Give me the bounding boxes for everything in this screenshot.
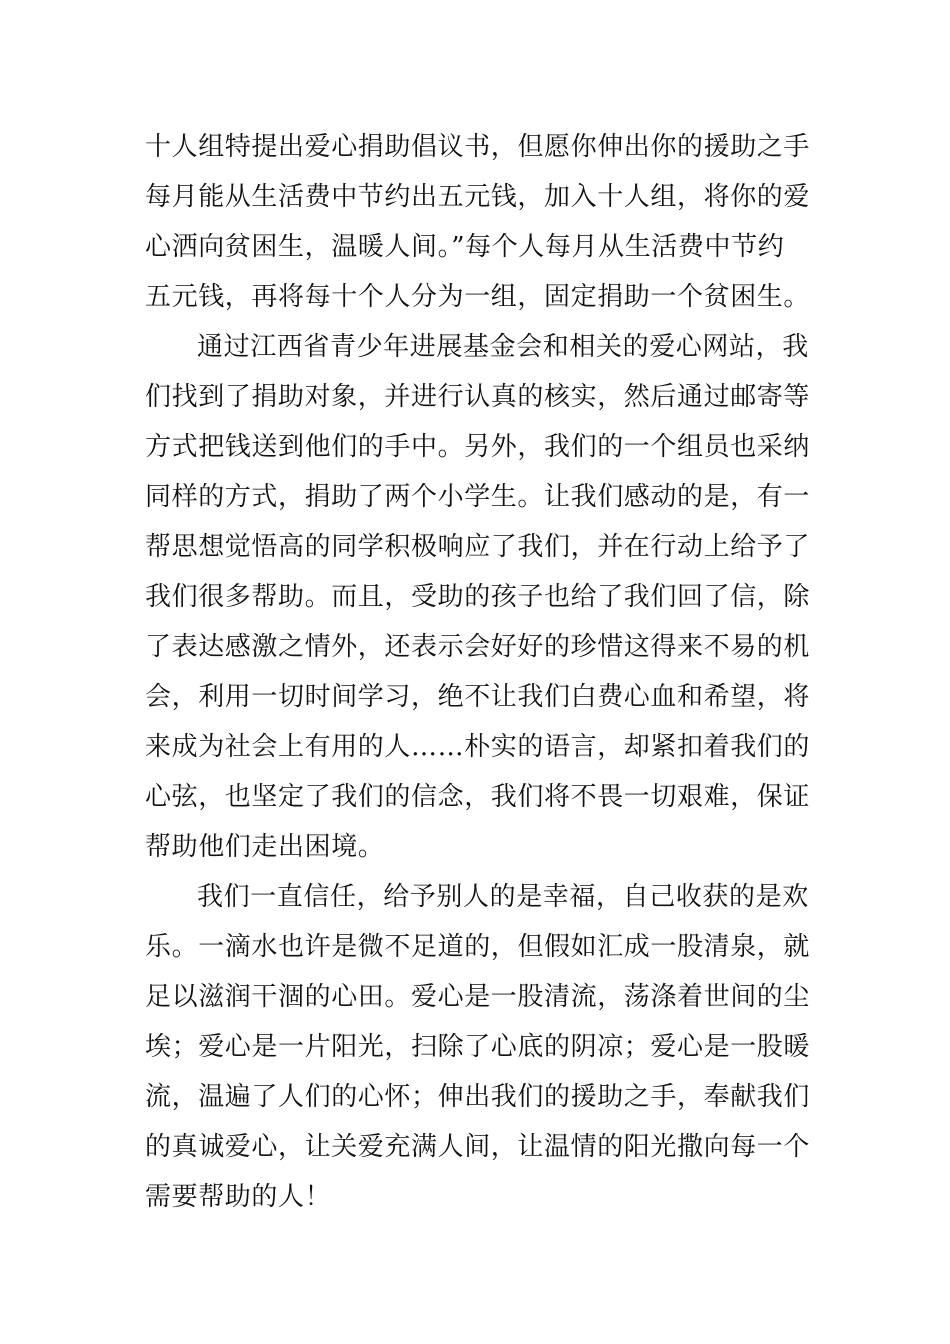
paragraph-line: 心洒向贫困生，温暖人间。”每个人每月从生活费中节约 <box>145 232 785 262</box>
paragraph-line: 的真诚爱心，让关爱充满人间，让温情的阳光撒向每一个 <box>145 1132 811 1162</box>
paragraph-line: 需要帮助的人！ <box>145 1182 332 1212</box>
paragraph-line: 每月能从生活费中节约出五元钱，加入十人组，将你的爱 <box>145 182 811 212</box>
paragraph-line: 十人组特提出爱心捐助倡议书，但愿你伸出你的援助之手 <box>145 132 811 162</box>
paragraph-3 <box>145 872 811 1222</box>
paragraph-line: 埃；爱心是一片阳光，扫除了心底的阴凉；爱心是一股暖 <box>145 1032 811 1062</box>
paragraph-line: 方式把钱送到他们的手中。另外，我们的一个组员也采纳 <box>145 432 811 462</box>
paragraph-line: 我们一直信任，给予别人的是幸福，自己收获的是欢 <box>197 882 809 912</box>
paragraph-line: 会，利用一切时间学习，绝不让我们白费心血和希望，将 <box>145 682 811 712</box>
paragraph-line: 我们很多帮助。而且，受助的孩子也给了我们回了信，除 <box>145 582 811 612</box>
paragraph-line: 们找到了捐助对象，并进行认真的核实，然后通过邮寄等 <box>145 382 811 412</box>
paragraph-line: 来成为社会上有用的人……朴实的语言，却紧扣着我们的 <box>145 732 811 762</box>
paragraph-1 <box>145 122 811 322</box>
paragraph-line: 同样的方式，捐助了两个小学生。让我们感动的是，有一 <box>145 482 811 512</box>
paragraph-line: 帮助他们走出困境。 <box>145 832 385 862</box>
paragraph-line: 足以滋润干涸的心田。爱心是一股清流，荡涤着世间的尘 <box>145 982 811 1012</box>
paragraph-line: 帮思想觉悟高的同学积极响应了我们，并在行动上给予了 <box>145 532 811 562</box>
paragraph-line: 了表达感激之情外，还表示会好好的珍惜这得来不易的机 <box>145 632 811 662</box>
paragraph-2 <box>145 322 811 872</box>
document-body <box>145 122 811 1222</box>
paragraph-line: 流，温遍了人们的心怀；伸出我们的援助之手，奉献我们 <box>145 1082 811 1112</box>
paragraph-line: 乐。一滴水也许是微不足道的，但假如汇成一股清泉，就 <box>145 932 811 962</box>
paragraph-line: 心弦，也坚定了我们的信念，我们将不畏一切艰难，保证 <box>145 782 811 812</box>
paragraph-line: 通过江西省青少年进展基金会和相关的爱心网站，我 <box>197 332 809 362</box>
paragraph-line: 五元钱，再将每十个人分为一组，固定捐助一个贫困生。 <box>145 282 811 312</box>
